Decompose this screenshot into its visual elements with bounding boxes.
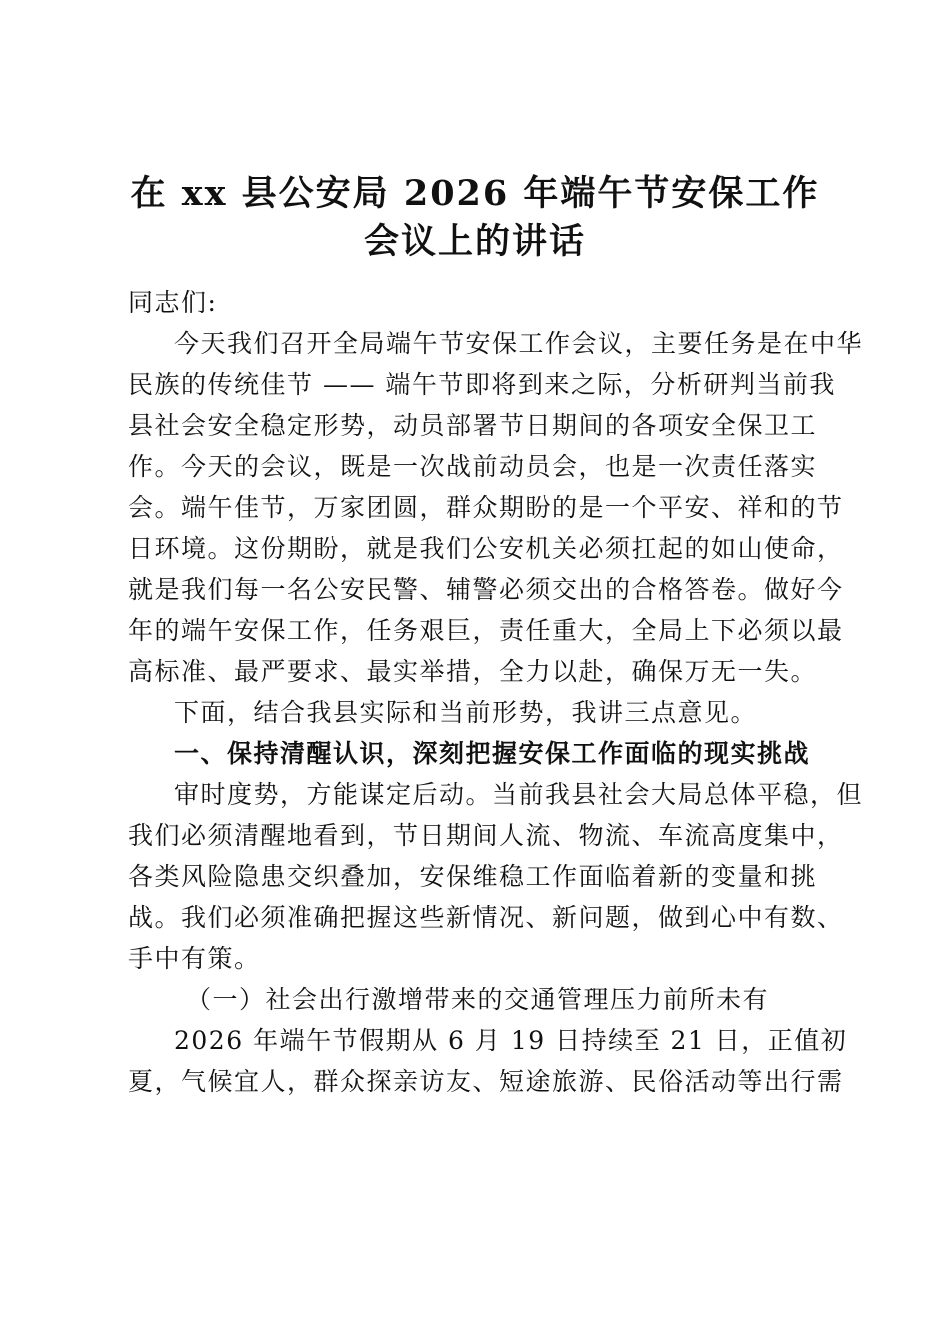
- document-body: [128, 283, 864, 1103]
- paragraph-line: 手中有策。: [128, 944, 261, 973]
- title-line-2: 会议上的讲话: [363, 221, 586, 262]
- paragraph-line: 县社会安全稳定形势，动员部署节日期间的各项安全保卫工: [128, 411, 818, 440]
- paragraph-line: 战。我们必须准确把握这些新情况、新问题，做到心中有数、: [128, 903, 844, 932]
- paragraph-line: 今天我们召开全局端午节安保工作会议，主要任务是在中华: [174, 329, 864, 358]
- paragraph-line: 夏，气候宜人，群众探亲访友、短途旅游、民俗活动等出行需: [128, 1067, 844, 1096]
- paragraph-line: 民族的传统佳节 —— 端午节即将到来之际，分析研判当前我: [128, 370, 836, 399]
- paragraph-line: 会。端午佳节，万家团圆，群众期盼的是一个平安、祥和的节: [128, 493, 844, 522]
- paragraph-line: 各类风险隐患交织叠加，安保维稳工作面临着新的变量和挑: [128, 862, 818, 891]
- paragraph-line: 日环境。这份期盼，就是我们公安机关必须扛起的如山使命，: [128, 534, 844, 563]
- paragraph-line: 年的端午安保工作，任务艰巨，责任重大，全局上下必须以最: [128, 616, 844, 645]
- paragraph-line: 高标准、最严要求、最实举措，全力以赴，确保万无一失。: [128, 657, 818, 686]
- paragraph-line: 我们必须清醒地看到，节日期间人流、物流、车流高度集中，: [128, 821, 844, 850]
- paragraph-line: 下面，结合我县实际和当前形势，我讲三点意见。: [174, 698, 758, 727]
- paragraph-line: 作。今天的会议，既是一次战前动员会，也是一次责任落实: [128, 452, 818, 481]
- paragraph-line: 审时度势，方能谋定后动。当前我县社会大局总体平稳，但: [174, 780, 864, 809]
- paragraph-line: 2026 年端午节假期从 6 月 19 日持续至 21 日，正值初: [174, 1026, 848, 1055]
- salutation: 同志们:: [128, 288, 218, 317]
- title-line-1: 在 xx 县公安局 2026 年端午节安保工作: [130, 173, 820, 214]
- section-heading: 一、保持清醒认识，深刻把握安保工作面临的现实挑战: [174, 739, 811, 768]
- paragraph-line: 就是我们每一名公安民警、辅警必须交出的合格答卷。做好今: [128, 575, 844, 604]
- subsection-heading: （一）社会出行激增带来的交通管理压力前所未有: [186, 985, 770, 1014]
